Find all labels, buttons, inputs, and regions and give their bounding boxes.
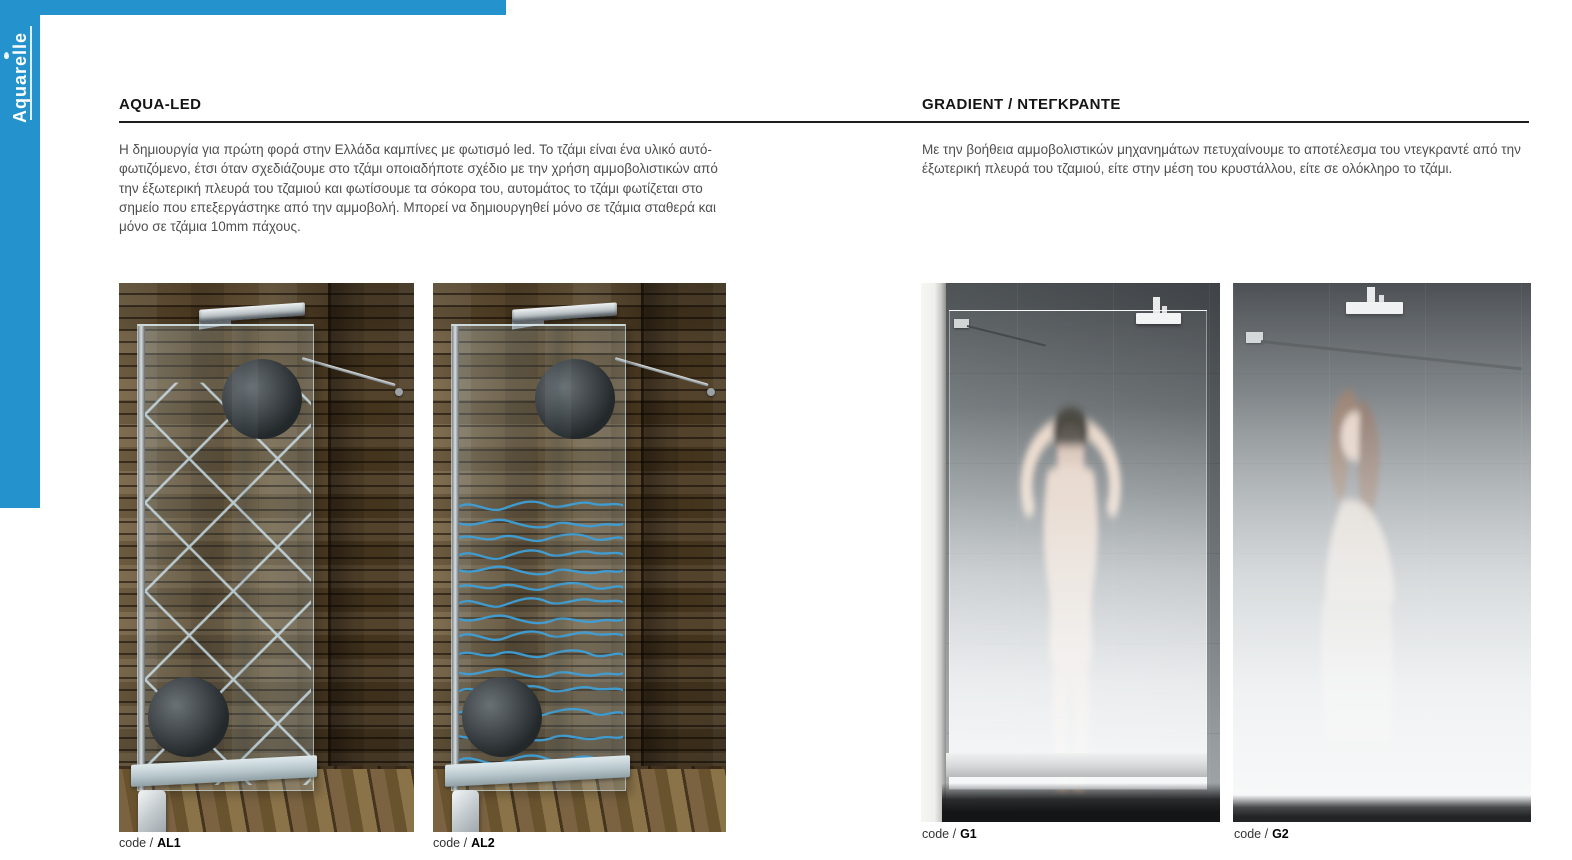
wall-corner [328, 283, 331, 769]
code-prefix: code / [433, 836, 468, 850]
frosted-glass-overlay [1233, 283, 1531, 822]
top-accent-bar [0, 0, 506, 15]
shower-tray [946, 753, 1206, 777]
product-code-g2 [1234, 827, 1289, 841]
brand-logo-text: Aquarelle [9, 32, 30, 124]
mixer-control-panel [452, 790, 480, 832]
code-prefix: code / [922, 827, 957, 841]
section-body-aqua-led: Η δημιουργία για πρώτη φορά στην Ελλάδα καμπίνες με φωτισμό led. Το τζάμι είναι ένα υλικό αυτό-φωτιζόμενο, έτσι όταν σχεδιάζουμε στο τζάμι οποιαδήποτε σχέδιο με την χρήση αμμοβολιστικών από την έξωτερική πλευρά του τζαμιού και φωτίσουμε τα σόκορα του, αυτομάτος το τζάμι φωτίζεται στο σημείο που επεξεργάστηκε από την αμμοβολή. Μπορεί να δημιουργηθεί μόνο σε τζάμια σταθερά και μόνο σε τζάμια 10mm πάχους. [119, 142, 718, 235]
brand-logo [0, 16, 40, 140]
frosted-glass-overlay [949, 310, 1206, 790]
droplet-icon [4, 52, 9, 59]
product-code-al2 [433, 836, 495, 850]
product-photo-al2 [433, 283, 726, 832]
glass-panel [137, 324, 314, 791]
brand-sidebar [0, 0, 40, 508]
mixer-knob [222, 359, 303, 440]
mixer-knob [148, 677, 229, 758]
product-photo-g2 [1233, 283, 1531, 822]
window-band [921, 283, 946, 822]
mixer-knob [462, 677, 542, 757]
side-wall [328, 283, 414, 769]
product-photo-g1 [921, 283, 1220, 822]
bath-mat [1233, 795, 1531, 822]
code-value: G1 [960, 827, 977, 841]
product-code-g1 [922, 827, 977, 841]
logo-underline [30, 26, 32, 120]
product-code-al1 [119, 836, 181, 850]
glass-panel [451, 324, 627, 791]
code-value: AL2 [471, 836, 495, 850]
header-rule [119, 121, 1529, 123]
product-photo-al1 [119, 283, 414, 832]
glass-wall-profile [138, 326, 145, 790]
code-prefix: code / [1234, 827, 1269, 841]
bath-mat [942, 783, 1220, 822]
wall-corner [641, 283, 644, 769]
code-value: AL1 [157, 836, 181, 850]
code-value: G2 [1272, 827, 1289, 841]
section-title-aqua-led: AQUA-LED [119, 96, 202, 113]
code-prefix: code / [119, 836, 154, 850]
mixer-knob [535, 359, 615, 439]
side-wall [641, 283, 726, 769]
section-body-gradient: Με την βοήθεια αμμοβολιστικών μηχανημάτων πετυχαίνουμε το αποτέλεσμα του ντεγκραντέ από την έξωτερική πλευρά του τζαμιού, είτε στην μέση του κρυστάλλου, είτε σε ολόκληρο το τζάμι. [922, 142, 1521, 177]
mixer-control-panel [138, 790, 166, 832]
glass-wall-profile [452, 326, 459, 790]
section-title-gradient: GRADIENT / ΝΤΕΓΚΡΑΝΤΕ [922, 96, 1121, 113]
